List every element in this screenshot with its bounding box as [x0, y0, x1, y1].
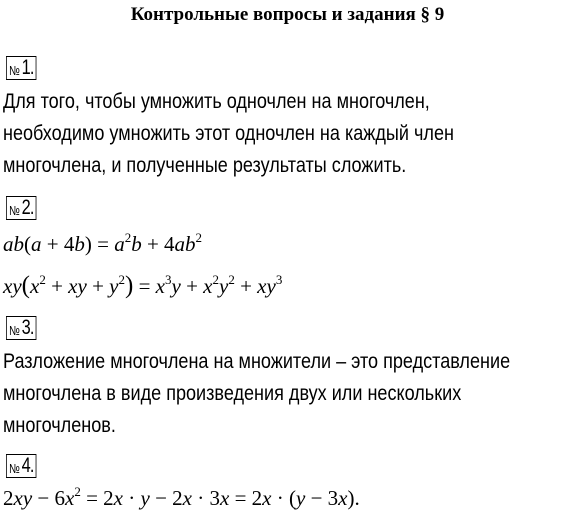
- numero-sign: №: [9, 203, 21, 218]
- formula-4-1: $2xy - 6x^2 = 2x \cdot y - 2x \cdot 3x = 2x \cdot (y - 3x)$.: [3, 484, 360, 510]
- numero-sign: №: [9, 323, 21, 338]
- task-number-label: 4.: [21, 454, 34, 477]
- answer-1-line-1: Для того, чтобы умножить одночлен на многочлен,: [3, 90, 430, 113]
- task-number-1: [6, 56, 37, 80]
- task-number-4: [6, 454, 37, 478]
- formula-2-2: $xy(x^2$ + xy + $y^2) = x^3y + x^2y^2 + xy^3$: [3, 272, 283, 299]
- numero-sign: №: [9, 461, 21, 476]
- formula-2-1: $ab(a + 4b) = a^2b + 4ab^2$: [3, 230, 203, 256]
- page-title: Контрольные вопросы и задания § 9: [130, 4, 445, 25]
- answer-1-line-2: необходимо умножить этот одночлен на каждый член: [3, 122, 454, 145]
- answer-1-line-3: многочлена, и полученные результаты сложить.: [3, 154, 407, 177]
- task-number-label: 3.: [21, 316, 34, 339]
- task-number-3: [6, 316, 37, 340]
- task-number-label: 1.: [21, 56, 34, 79]
- task-number-2: [6, 196, 37, 220]
- answer-3-line-3: многочленов.: [3, 414, 116, 437]
- answer-3-line-1: Разложение многочлена на множители – это представление: [3, 350, 511, 373]
- answer-3-line-2: многочлена в виде произведения двух или нескольких: [3, 382, 462, 405]
- task-number-label: 2.: [21, 196, 34, 219]
- numero-sign: №: [9, 63, 21, 78]
